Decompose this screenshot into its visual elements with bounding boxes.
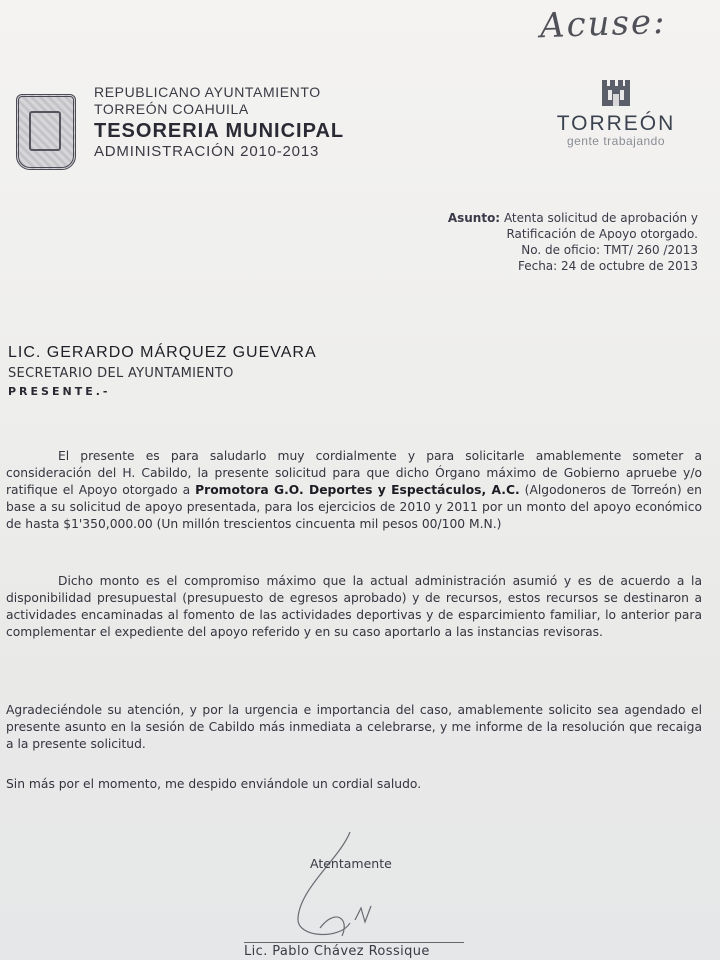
signature-line (244, 942, 464, 943)
torreon-logo (548, 76, 684, 148)
presente-label: PRESENTE.- (8, 385, 111, 398)
letter-date: Fecha: 24 de octubre de 2013 (517, 259, 698, 273)
paragraph-1-text-a: El presente es para saludarlo muy cordialmente y para solicitarle amablemente someter a consideración del H. Cabildo, la presente solicitud para que dicho Órgano máximo de Gobierno apruebe y/o ratifique el Apoyo otorgado a (6, 449, 702, 497)
subject-line2: Ratificación de Apoyo otorgado. (506, 227, 698, 241)
logo-name: TORREÓN (556, 112, 676, 135)
municipal-seal-icon (16, 94, 76, 170)
subject-line1: Atenta solicitud de aprobación y (503, 211, 698, 225)
subject-block (448, 210, 698, 274)
logo-tagline: gente trabajando (566, 134, 666, 148)
body-paragraph-1 (6, 448, 702, 533)
handwritten-acuse-note: Acuse: (539, 1, 668, 47)
body-paragraph-2: Dicho monto es el compromiso máximo que la actual administración asumió y es de acuerdo a la disponibilidad presupuestal (presupuesto de egresos aprobado) y de recursos, estos recursos se destinaron a actividades encaminadas al fomento de las actividades deportivas y de esparcimiento familiar, lo anterior para complementar el expediente del apoyo referido y en su caso aportarlo a las instancias revisoras. (6, 574, 702, 639)
oficio-number: No. de oficio: TMT/ 260 /2013 (521, 243, 698, 257)
recipient-title: SECRETARIO DEL AYUNTAMIENTO (8, 366, 234, 381)
department-title: TESORERIA MUNICIPAL (94, 119, 345, 142)
letterhead-line1: REPUBLICANO AYUNTAMIENTO (94, 84, 321, 100)
closing-salutation: Atentamente (310, 856, 392, 871)
recipient-block (8, 344, 317, 398)
signature-scribble (280, 828, 420, 948)
administration-period: ADMINISTRACIÓN 2010-2013 (94, 142, 320, 160)
body-paragraph-4: Sin más por el momento, me despido enviándole un cordial saludo. (6, 777, 422, 791)
paragraph-1-text-b: (Algodoneros de Torreón) en base a su solicitud de apoyo presentada, para los ejercicios de 2010 y 2011 por un monto del apoyo económico de hasta $1'350,000.00 (Un millón trescientos cincuenta mil pesos 00/100 M.N.) (6, 483, 702, 531)
recipient-name: LIC. GERARDO MÁRQUEZ GUEVARA (8, 344, 317, 361)
organization-name: Promotora G.O. Deportes y Espectáculos, A.C. (195, 483, 520, 497)
signer-name: Lic. Pablo Chávez Rossique (244, 944, 430, 959)
castle-icon (598, 76, 634, 108)
subject-label: Asunto: (447, 211, 501, 225)
letterhead-line2: TORREÓN COAHUILA (94, 100, 249, 117)
letterhead (94, 84, 344, 161)
body-paragraph-3: Agradeciéndole su atención, y por la urgencia e importancia del caso, amablemente solicito sea agendado el presente asunto en la sesión de Cabildo más inmediata a celebrarse, y me informe de la resolución que recaiga a la presente solicitud. (6, 703, 702, 751)
